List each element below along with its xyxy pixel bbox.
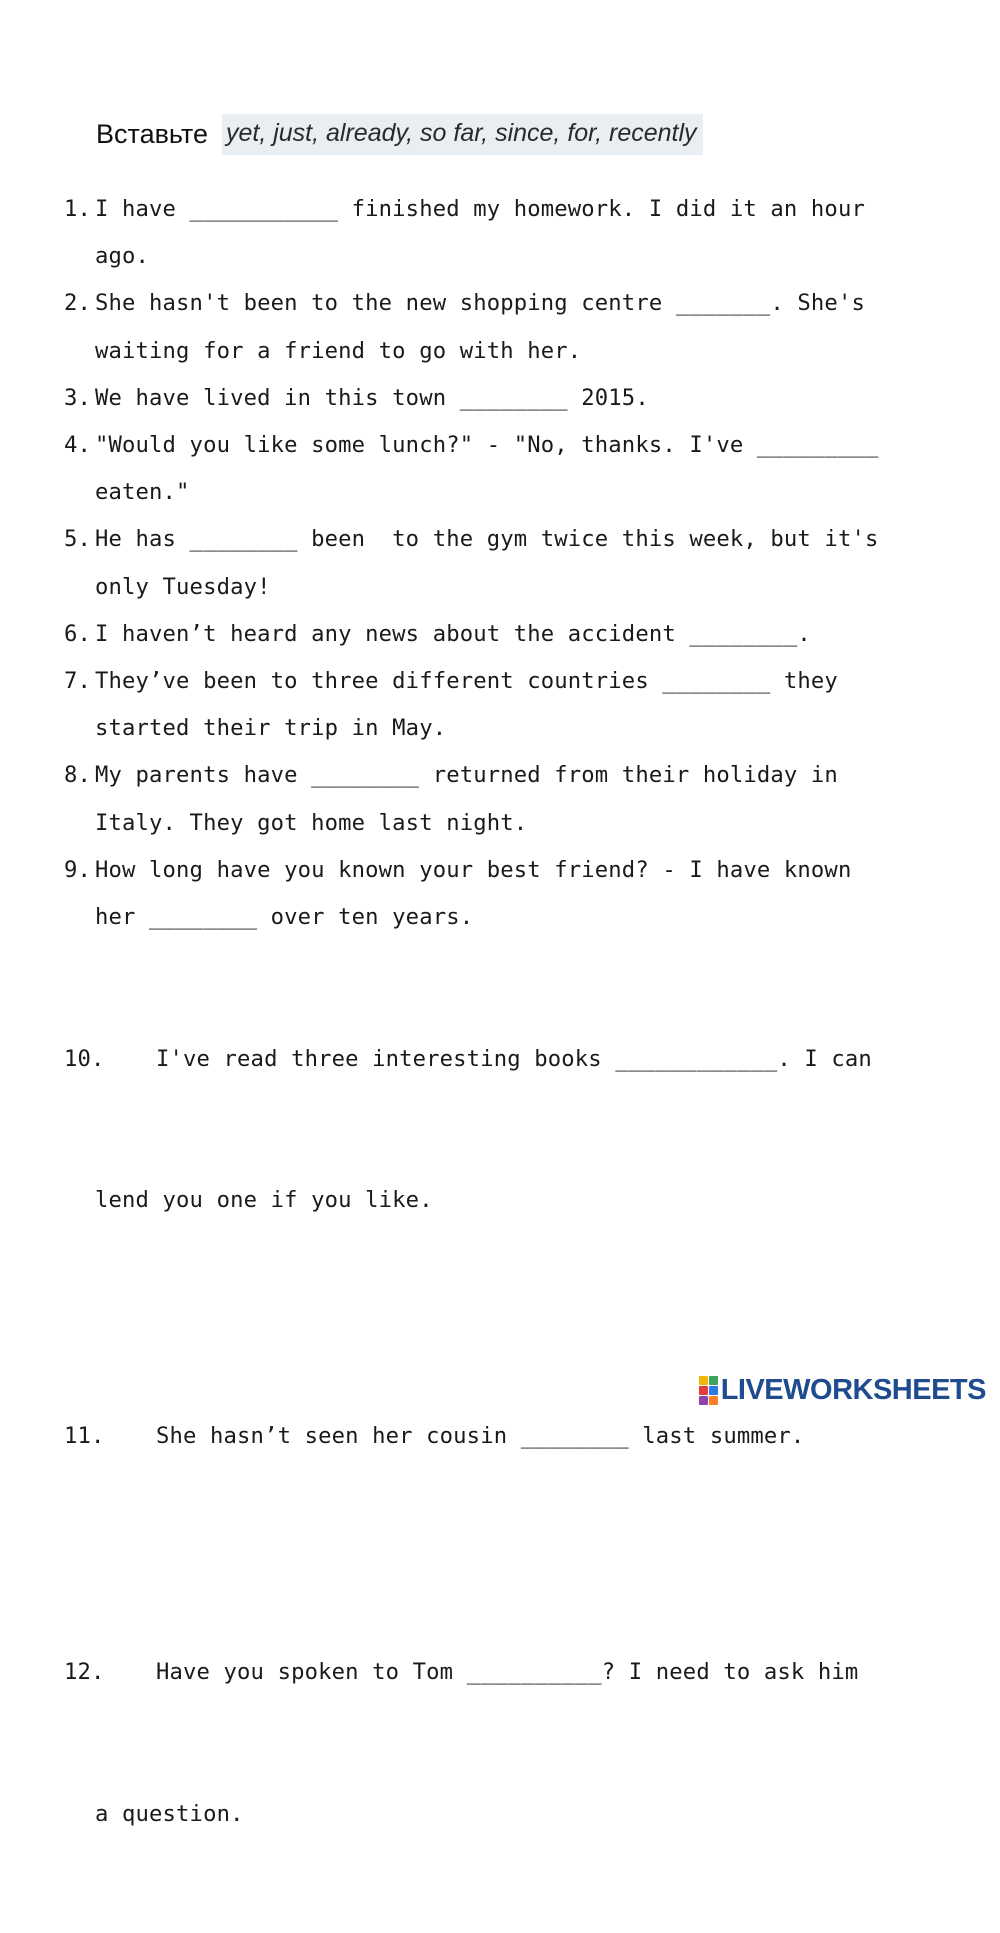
item-number: 11.: [64, 1423, 105, 1450]
exercise-item-11: [64, 1319, 964, 1555]
item-number: 4.: [64, 432, 92, 459]
item-number: 1.: [64, 196, 92, 222]
item-number: 6.: [64, 620, 92, 647]
item-text-cont: her ________ over ten years.: [95, 904, 474, 931]
item-text: I have ___________ finished my homework. I did it an hour: [95, 196, 865, 222]
item-text-cont: started their trip in May.: [95, 715, 447, 742]
item-text: They’ve been to three different countries ________ they: [95, 668, 838, 695]
item-number: 8.: [64, 762, 92, 789]
item-text: My parents have ________ returned from their holiday in: [95, 762, 838, 789]
item-text: He has ________ been to the gym twice this week, but it's: [95, 526, 879, 553]
liveworksheets-logo: [699, 1374, 986, 1406]
exercise-item-2: [64, 280, 964, 374]
exercise-item-1: [64, 186, 964, 280]
item-text-cont: lend you one if you like.: [95, 1187, 433, 1214]
instruction-heading: [96, 112, 703, 156]
exercise-item-9: [64, 847, 964, 941]
item-text: She hasn’t seen her cousin ________ last summer.: [156, 1423, 805, 1450]
item-text-cont: eaten.": [95, 479, 190, 506]
item-number: 10.: [64, 1045, 105, 1072]
exercise-item-5: [64, 516, 964, 610]
item-text: We have lived in this town ________ 2015.: [95, 384, 649, 411]
item-text: She hasn't been to the new shopping centre _______. She's: [95, 290, 865, 317]
exercise-item-8: [64, 752, 964, 846]
item-text-cont: only Tuesday!: [95, 573, 271, 600]
item-number: 9.: [64, 856, 92, 883]
item-text: "Would you like some lunch?" - "No, thanks. I've _________: [95, 432, 879, 459]
item-number: 5.: [64, 526, 92, 553]
item-text: I haven’t heard any news about the accident ________.: [95, 620, 811, 647]
logo-text: LIVEWORKSHEETS: [720, 1373, 986, 1406]
instruction-label: Вставьте: [96, 118, 208, 149]
exercise-item-6: [64, 611, 964, 658]
exercise-item-4: [64, 422, 964, 516]
item-number: 3.: [64, 384, 92, 411]
item-text-cont: ago.: [95, 243, 150, 270]
exercise-item-12: [64, 1555, 964, 1933]
item-text-cont: waiting for a friend to go with her.: [95, 337, 582, 364]
item-text: I've read three interesting books ____________. I can: [156, 1045, 872, 1072]
item-text: Have you spoken to Tom __________? I need to ask him: [156, 1659, 859, 1686]
item-number: 7.: [64, 668, 92, 695]
item-number: 2.: [64, 290, 92, 317]
exercise-list: [64, 186, 964, 1933]
logo-icon: [699, 1376, 718, 1405]
exercise-item-3: [64, 375, 964, 422]
word-bank: yet, just, already, so far, since, for, recently: [222, 114, 703, 155]
exercise-item-7: [64, 658, 964, 752]
exercise-item-10: [64, 941, 964, 1319]
item-text: How long have you known your best friend? - I have known: [95, 856, 852, 883]
item-text-cont: Italy. They got home last night.: [95, 809, 528, 836]
item-text-cont: a question.: [95, 1800, 244, 1827]
item-number: 12.: [64, 1659, 105, 1686]
